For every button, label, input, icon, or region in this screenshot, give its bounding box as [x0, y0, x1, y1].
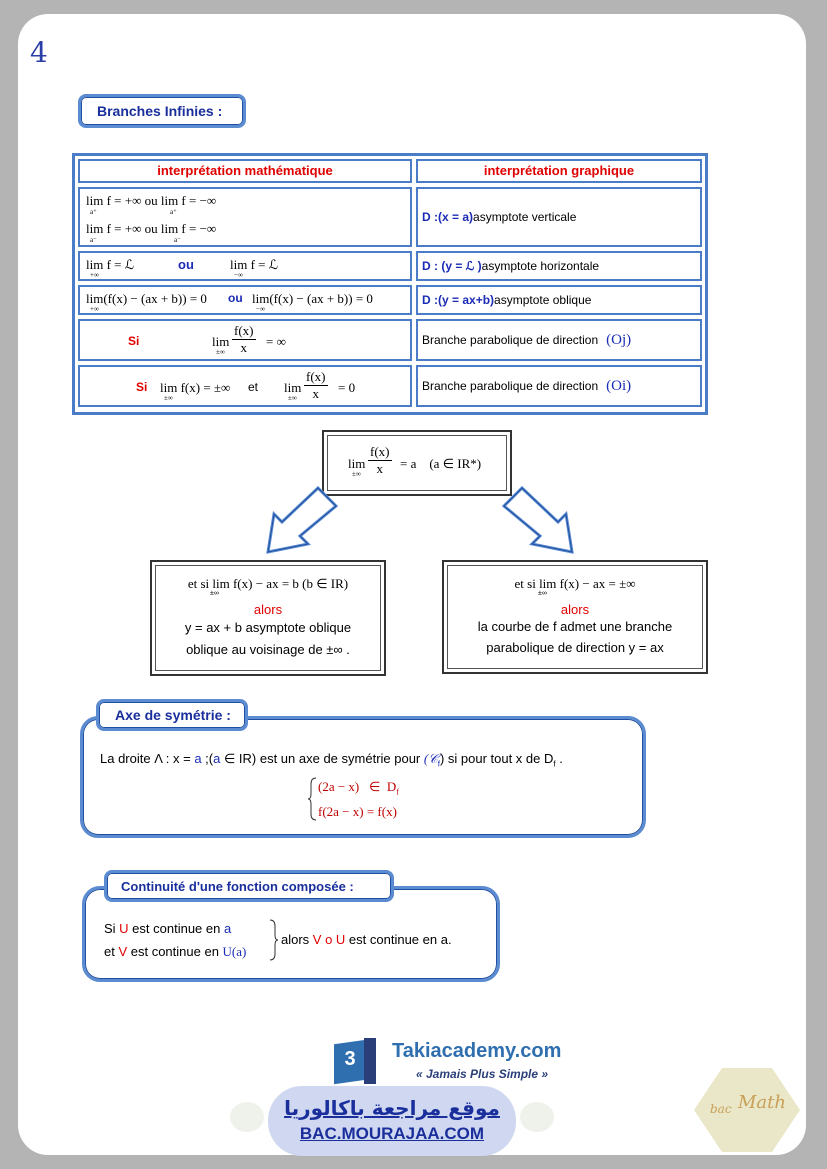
- row1-graph: [416, 187, 702, 247]
- flow-top-tail: = a (a ∈ IR*): [400, 456, 482, 471]
- comp-V: V: [118, 944, 128, 959]
- row2-graph: [416, 251, 702, 281]
- row3-math: [78, 285, 412, 315]
- row4-sub: ±∞: [216, 348, 225, 356]
- row4-graph: [416, 319, 702, 361]
- right-decor-icon: [520, 1102, 554, 1132]
- brand-name[interactable]: Takiacademy.com: [392, 1040, 562, 1062]
- comp-Ua: U(a): [222, 944, 247, 959]
- row4-frac: [232, 323, 256, 356]
- flow-top-frac: [368, 444, 392, 477]
- row5-et: et: [248, 380, 259, 394]
- comp-l2a: et: [104, 944, 119, 959]
- bac-mourajaa-pill[interactable]: [268, 1086, 516, 1156]
- row4-num: f(x): [234, 323, 254, 338]
- row2-left: lim f = ℒ: [86, 257, 135, 272]
- arrow-right-icon: [492, 480, 582, 560]
- row4-graph-text: Branche parabolique de direction: [422, 333, 599, 347]
- brand-slogan: « Jamais Plus Simple »: [416, 1067, 549, 1081]
- row4-math: [78, 319, 412, 361]
- comp-l3a: alors: [281, 932, 313, 947]
- row5-eq: = 0: [338, 380, 356, 395]
- row5-limfx: lim f(x) = ±∞: [160, 380, 231, 395]
- composition-title: Continuité d'une fonction composée :: [104, 870, 394, 902]
- flow-right-line2: la courbe de f admet une branche: [477, 619, 673, 634]
- sym-text-b: ;(: [201, 751, 214, 766]
- row4-eq: = ∞: [266, 334, 286, 349]
- symmetry-statement: [100, 751, 563, 769]
- row2-math: [78, 251, 412, 281]
- comp-l3b: est continue en a.: [345, 932, 452, 947]
- sym-curve-sub: f: [437, 759, 440, 769]
- flow-right-sub: ±∞: [538, 590, 547, 597]
- row4-dir: (Oj): [606, 331, 632, 348]
- badge-number: 3: [344, 1048, 356, 1070]
- flow-top-sub: ±∞: [352, 470, 361, 478]
- sym-text-d: ) si pour tout x de D: [439, 751, 554, 766]
- comp-U: U: [119, 921, 129, 936]
- row2-or: ou: [178, 257, 194, 272]
- flow-right-box: [442, 560, 708, 674]
- comp-l1a: Si: [104, 921, 120, 936]
- sym-df-sub: f: [553, 759, 556, 769]
- row3-or: ou: [228, 291, 243, 305]
- page-number: 4: [30, 36, 48, 69]
- row3-sub-right: −∞: [256, 305, 265, 313]
- flow-left-line3: oblique au voisinage de ±∞ .: [186, 642, 350, 657]
- flow-left-alors: alors: [253, 602, 283, 617]
- brace-icon: [308, 776, 318, 822]
- flow-left-line2: y = ax + b asymptote oblique: [184, 620, 352, 635]
- row5-graph-text: Branche parabolique de direction: [422, 379, 599, 393]
- sym-text-a: La droite Λ : x =: [100, 751, 195, 766]
- flow-top-num: f(x): [370, 444, 390, 459]
- row5-math: [78, 365, 412, 407]
- flow-top-lim: lim: [348, 456, 366, 471]
- symmetry-title: Axe de symétrie :: [96, 699, 248, 731]
- row2-right: lim f = ℒ: [230, 257, 279, 272]
- site-url[interactable]: BAC.MOURAJAA.COM: [299, 1124, 485, 1143]
- row3-left: lim(f(x) − (ax + b)) = 0: [86, 291, 207, 306]
- logo-bac: bac: [710, 1102, 732, 1116]
- row1-sub1: a⁺: [90, 208, 97, 216]
- row5-lim: lim: [284, 380, 302, 395]
- row3-graph: [416, 285, 702, 315]
- row5-sub1: ±∞: [164, 394, 173, 402]
- row5-dir: (Oi): [606, 377, 632, 394]
- sym-cond1-sub: f: [396, 787, 399, 797]
- row5-frac: [304, 369, 328, 402]
- row5-si: Si: [136, 380, 148, 394]
- left-decor-icon: [230, 1102, 264, 1132]
- row4-lim: lim: [212, 334, 230, 349]
- col-header-graph: interprétation graphique: [416, 159, 702, 183]
- flow-right-alors: alors: [560, 602, 590, 617]
- row1-math: [78, 187, 412, 247]
- row2-sub-left: +∞: [90, 271, 99, 279]
- sym-cond1-text: (2a − x) ∈ D: [318, 779, 397, 794]
- comp-a: a: [223, 921, 232, 936]
- row1-sub4: a⁻: [174, 236, 181, 244]
- flow-left-box: [150, 560, 386, 676]
- row4-den: x: [240, 340, 247, 355]
- sym-curve: (𝒞: [423, 751, 438, 766]
- flow-top-den: x: [376, 461, 383, 476]
- row2-graph-label: D : (y = ℒ ): [422, 259, 482, 273]
- flow-top-box: [322, 430, 512, 496]
- row5-den: x: [312, 386, 319, 401]
- row3-graph-label: D :(y = ax+b): [422, 293, 495, 307]
- row3-right: lim(f(x) − (ax + b)) = 0: [252, 291, 373, 306]
- row2-sub-right: −∞: [234, 271, 243, 279]
- row5-graph: [416, 365, 702, 407]
- takiacademy-logo: [334, 1038, 378, 1084]
- comp-l1b: est continue en: [128, 921, 224, 936]
- row2-graph-text: asymptote horizontale: [481, 259, 600, 273]
- row3-graph-text: asymptote oblique: [494, 293, 592, 307]
- flow-right-line1: et si lim f(x) − ax = ±∞: [514, 576, 636, 591]
- comp-l2b: est continue en: [127, 944, 223, 959]
- row3-sub-left: +∞: [90, 305, 99, 313]
- arrow-left-icon: [260, 480, 350, 560]
- comp-line3: [281, 932, 452, 947]
- row1-line2: lim f = +∞ ou lim f = −∞: [86, 221, 217, 236]
- sym-a2: a: [213, 751, 221, 766]
- flow-right-line3: parabolique de direction y = ax: [486, 640, 664, 655]
- flow-left-line1: et si lim f(x) − ax = b (b ∈ IR): [187, 576, 349, 591]
- row1-sub3: a⁻: [90, 236, 97, 244]
- sym-a1: a: [194, 751, 202, 766]
- col-header-math: interprétation mathématique: [78, 159, 412, 183]
- row1-sub2: a⁺: [170, 208, 177, 216]
- row1-graph-label: D :(x = a): [422, 210, 474, 224]
- comp-VoU: V o U: [312, 932, 346, 947]
- row1-line1: lim f = +∞ ou lim f = −∞: [86, 193, 217, 208]
- sym-cond2: f(2a − x) = f(x): [318, 804, 397, 819]
- comp-line2: [104, 944, 246, 960]
- sym-text-c: ∈ IR) est un axe de symétrie pour: [220, 751, 424, 766]
- comp-line1: [104, 921, 231, 936]
- branches-title: Branches Infinies :: [78, 94, 246, 128]
- comp-brace-icon: [268, 918, 278, 962]
- sym-cond1: [318, 779, 399, 797]
- flow-left-sub: ±∞: [210, 590, 219, 597]
- row5-sub2: ±∞: [288, 394, 297, 402]
- row4-si: Si: [128, 334, 140, 348]
- row1-graph-text: asymptote verticale: [473, 210, 577, 224]
- logo-math: Math: [738, 1092, 786, 1113]
- row5-num: f(x): [306, 369, 326, 384]
- arabic-title: موقع مراجعة باكالوريا: [284, 1096, 500, 1120]
- sym-text-e: .: [555, 751, 563, 766]
